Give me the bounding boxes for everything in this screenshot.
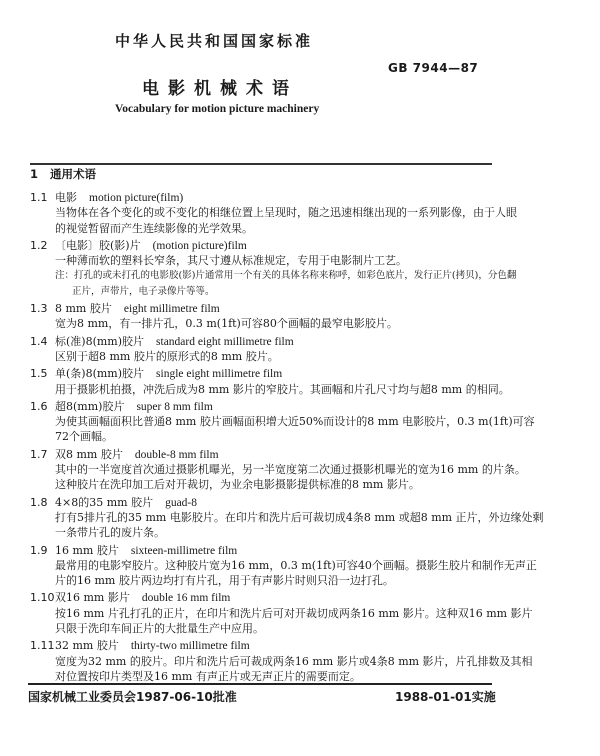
term-definition-line: 打有5排片孔的35 mm 电影胶片。在印片和洗片后可裁切成4条8 mm 或超8 mm 正片，外边缘处剩: [55, 510, 544, 524]
term-note-line: 正片，声带片，电子录像片等等。: [72, 285, 215, 297]
term-entry: [30, 301, 500, 332]
term-english: double-8 mm film: [134, 448, 219, 461]
term-entry: [30, 590, 533, 636]
term-definition-line: 宽为8 mm，有一排片孔，0.3 m(1ft)可容80个画幅的最窄电影胶片。: [55, 317, 398, 331]
term-entry: [30, 334, 500, 365]
term-definition-line: 为使其画幅面积比普通8 mm 胶片画幅面积增大近50%而设计的8 mm 电影胶片，0.3 m(1ft)可容: [55, 415, 535, 429]
term-definition-line: 对位置按印片类型及16 mm 有声正片或无声正片的需要而定。: [55, 669, 361, 683]
term-list: [30, 188, 544, 684]
term-entry: [30, 447, 526, 493]
term-entry: [30, 399, 535, 445]
term-english: motion picture(film): [89, 192, 184, 204]
term-heading: [30, 301, 500, 316]
document-title: 电影机械术语: [142, 79, 298, 99]
term-definition-line: 区别于超8 mm 胶片的原形式的8 mm 胶片。: [55, 349, 279, 363]
term-heading: [30, 495, 500, 510]
term-chinese: 双8 mm 胶片: [55, 447, 123, 461]
term-entry: [30, 238, 517, 299]
term-heading: [30, 238, 500, 253]
term-heading: [30, 190, 500, 205]
section-heading: [30, 166, 96, 182]
term-number: 1.8: [30, 495, 48, 509]
term-definition-line: 用于摄影机拍摄，冲洗后成为8 mm 影片的窄胶片。其画幅和片孔尺寸均与超8 mm 的相同。: [55, 382, 510, 396]
term-heading: [30, 543, 500, 558]
term-definition-line: 一条带片孔的废片条。: [55, 526, 165, 540]
term-number: 1.7: [30, 447, 48, 461]
term-english: double 16 mm film: [141, 592, 231, 605]
document-title-english: Vocabulary for motion picture machinery: [115, 103, 320, 115]
term-chinese: 8 mm 胶片: [55, 302, 112, 316]
term-heading: [30, 590, 500, 605]
term-heading: [30, 366, 500, 381]
term-note-line: 注：打孔的或未打孔的电影胶(影)片通常用一个有关的具体名称来称呼，如彩色底片，发行正片(拷贝)，分色翻: [55, 270, 517, 282]
term-number: 1.1: [30, 191, 48, 204]
term-chinese: 超8(mm)胶片: [55, 399, 125, 413]
term-chinese: 4×8的35 mm 胶片: [55, 495, 154, 509]
term-number: 1.11: [30, 639, 55, 653]
term-definition-line: 其中的一半宽度首次通过摄影机曝光，另一半宽度第二次通过摄影机曝光的宽为16 mm 的片条。: [55, 463, 526, 477]
term-english: super 8 mm film: [136, 400, 213, 413]
approval-date: 国家机械工业委员会1987-06-10批准: [28, 690, 237, 704]
term-chinese: 标(准)8(mm)胶片: [55, 334, 145, 348]
term-definition-line: 宽度为32 mm 的胶片。印片和洗片后可裁成两条16 mm 影片或4条8 mm 影片，片孔排数及其相: [55, 654, 533, 668]
term-number: 1.4: [30, 334, 48, 348]
term-entry: [30, 495, 544, 541]
footer-divider: [28, 683, 492, 685]
term-definition-line: 片的16 mm 胶片两边均打有片孔，用于有声影片时则只沿一边打孔。: [55, 574, 394, 588]
term-english: guad-8: [165, 496, 198, 509]
term-english: sixteen-millimetre film: [130, 544, 238, 557]
implementation-date: 1988-01-01实施: [395, 690, 496, 704]
term-english: eight millimetre film: [123, 303, 220, 316]
term-definition-line: 一种薄而软的塑料长窄条，其尺寸遵从标准规定，专用于电影制片工艺。: [55, 254, 407, 268]
term-definition-line: 只限于洗印车间正片的大批量生产中应用。: [55, 622, 264, 636]
term-number: 1.9: [30, 543, 48, 557]
term-english: (motion picture)film: [152, 239, 247, 252]
term-chinese: 电影: [55, 191, 77, 204]
term-heading: [30, 399, 500, 414]
term-entry: [30, 543, 537, 589]
term-chinese: 16 mm 胶片: [55, 543, 119, 557]
term-definition-line: 当物体在各个变化的或不变化的相继位置上呈现时，随之迅速相继出现的一系列影像，由于人眼: [55, 206, 517, 220]
term-definition-line: 这种胶片在洗印加工后对开裁切，为业余电影摄影提供标准的8 mm 影片。: [55, 478, 420, 492]
term-number: 1.10: [30, 591, 55, 605]
term-number: 1.2: [30, 238, 48, 252]
term-heading: [30, 334, 500, 349]
term-heading: [30, 638, 500, 653]
term-definition-line: 按16 mm 片孔打孔的正片，在印片和洗片后可对开裁切成两条16 mm 影片。这种双16 mm 影片: [55, 606, 533, 620]
standard-code: GB 7944—87: [388, 61, 479, 75]
term-definition-line: 最常用的电影窄胶片。这种胶片宽为16 mm，0.3 m(1ft)可容40个画幅。摄影生胶片和制作无声正: [55, 558, 537, 572]
term-entry: [30, 190, 517, 236]
term-number: 1.5: [30, 367, 48, 381]
term-number: 1.3: [30, 302, 48, 316]
term-chinese: 双16 mm 影片: [55, 591, 130, 605]
issuing-authority: 中华人民共和国国家标准: [115, 32, 314, 50]
term-chinese: 单(条)8(mm)胶片: [55, 367, 145, 381]
term-entry: [30, 638, 533, 684]
term-english: standard eight millimetre film: [156, 335, 294, 348]
term-definition-line: 72个画幅。: [55, 430, 113, 444]
term-number: 1.6: [30, 399, 48, 413]
term-english: thirty-two millimetre film: [130, 640, 250, 653]
term-heading: [30, 447, 500, 462]
term-english: single eight millimetre film: [156, 368, 283, 381]
term-definition-line: 的视觉暂留而产生连续影像的光学效果。: [55, 221, 253, 235]
section-number: 1: [30, 167, 39, 181]
header-divider: [30, 163, 492, 165]
section-title: 通用术语: [50, 167, 97, 181]
term-entry: [30, 366, 510, 397]
term-chinese: 32 mm 胶片: [55, 639, 119, 653]
term-chinese: 〔电影〕胶(影)片: [55, 238, 141, 252]
